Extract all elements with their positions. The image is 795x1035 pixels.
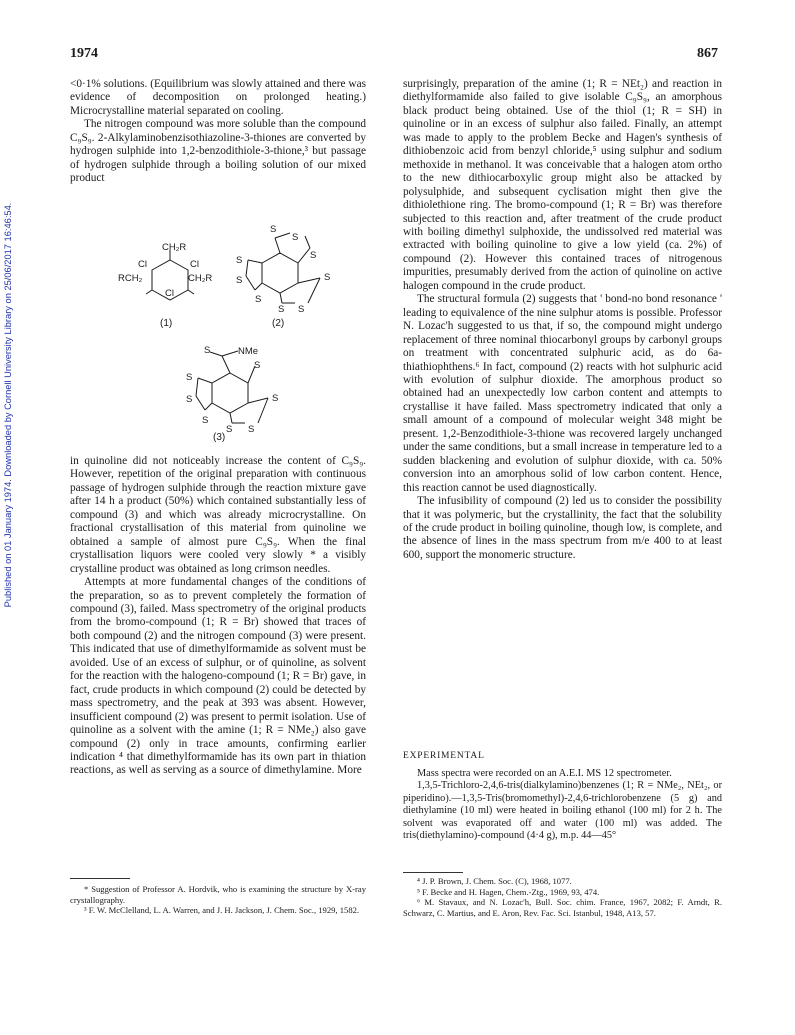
- right-footnote-rule: [403, 872, 463, 873]
- left-column-top: [70, 78, 366, 186]
- c3-atom-s4: S: [186, 394, 193, 405]
- left-footnote-rule: [70, 878, 130, 879]
- figure-label-1: (1): [160, 318, 173, 329]
- c1-cl-right: Cl: [190, 259, 199, 270]
- c3-atom-s3: S: [186, 372, 193, 383]
- left-paragraph-4: Attempts at more fundamental changes of the conditions of the preparation, so as to prevent completely the formation of compound (3), failed. Mass spectrometry of the original products from the bromo-compound (1; R = Br) showed that traces of both compound (2) and the nitrogen compound (3) were present. This indicated that use of dimethylformamide as solvent must be avoided. Use of an excess of sulphur, or of quinoline, as solvent for the reaction with the halogeno-compound (1; R = Br) gave, in fact, crude products in which compound (2) could be detected by mass spectrometry, and the peak at 393 was absent. However, insufficient compound (2) was present to permit isolation. Use of quinoline as a solvent with the amine (1; R = NMe₂) also gave compound (2) only in trace amounts, confirming earlier indication ⁴ that dimethylformamide has its own part in thiation reactions, as well as serving as a source of dimethylamine. More: [70, 576, 366, 777]
- figure-label-3: (3): [213, 432, 226, 443]
- c1-r-left: RCH₂: [118, 273, 143, 284]
- c2-atom-s7: S: [255, 294, 262, 305]
- c3-atom-s7: S: [226, 424, 233, 435]
- c3-atom-s5: S: [272, 393, 279, 404]
- c3-atom-s8: S: [248, 424, 255, 435]
- experimental-paragraph-2: 1,3,5-Trichloro-2,4,6-tris(dialkylamino)benzenes (1; R = NMe₂, NEt₂, or piperidino).—1,3,5-Tris(bromomethyl)-2,4,6-trichlorobenzene (5 g) and diethylamine (10 ml) were heated in boiling ethanol (100 ml) for 2 h. The solvent was evaporated off and water (100 ml) was added. The tris(diethylamino)-compound (4·4 g), m.p. 44—45°: [403, 780, 722, 842]
- c2-atom-s3: S: [310, 250, 317, 261]
- experimental-heading: EXPERIMENTAL: [403, 751, 485, 761]
- left-footnote-2: ³ F. W. McClelland, L. A. Warren, and J. H. Jackson, J. Chem. Soc., 1929, 1582.: [84, 905, 360, 916]
- c1-top-group: CH₂R: [162, 242, 187, 253]
- c3-atom-s2: S: [254, 360, 261, 371]
- c2-atom-s1: S: [270, 224, 277, 235]
- left-paragraph-3: in quinoline did not noticeably increase the content of C₉S₉. However, repetition of the original preparation with continuous passage of hydrogen sulphide through the reaction mixture gave after 14 h a product (50%) which contained substantially less of compound (3) and which was already microcrystalline. On fractional crystallisation of this material from quinoline we obtained a sample of almost pure C₉S₉. When the final crystallisation liquors were cooled very slowly * a visibly crystalline product was obtained as long crimson needles.: [70, 455, 366, 575]
- experimental-text: [403, 768, 722, 842]
- c3-atom-s6: S: [202, 415, 209, 426]
- page-number-right: 867: [697, 46, 718, 61]
- right-paragraph-1: surprisingly, preparation of the amine (1; R = NEt₂) and reaction in diethylformamide also failed to give isolable C₉S₉, an amorphous black product being obtained. Use of the thiol (1; R = SH) in quinoline or in an excess of sulphur also failed. Finally, an attempt was made to apply to the problem Becke and Hagen's synthesis of dithiobenzoic acid from benzyl chloride,⁵ using sulphur and sodium methoxide in methanol. It was conceivable that a halogen atom ortho to the new dithiocarboxylic group might also be attacked by polysulphide, and subsequent cyclisation might then give the dithiolethione ring. The bromo-compound (1; R = Br) was therefore subjected to this reaction and, after treatment of the crude product with boiling dimethyl sulphoxide, the undissolved red material was extracted with boiling quinoline to give a low yield (ca. 2%) of compound (2). However this contained traces of nitrogenous impurities, presumably derived from the action of quinoline on active halogen compound in the crude product.: [403, 78, 722, 292]
- page-number-left: 1974: [70, 46, 98, 61]
- right-paragraph-2: The structural formula (2) suggests that ' bond-no bond resonance ' leading to equivalence of the nine sulphur atoms is possible. Professor N. Lozac'h suggested to us that, if so, the compound might undergo replacement of three nominal thiocarbonyl groups by carbonyl groups on treatment with concentrated sulphuric acid, as do 6a-thiathiophthens.⁶ In fact, compound (2) reacts with hot sulphuric acid with evolution of sulphur dioxide. The amorphous product so obtained had an unexpectedly low carbon content and attempts to crystallise it have failed. Mass spectrometry indicated that only a small amount of a compound of molecular weight 348 might be present. 1,2-Benzodithiole-3-thione was recovered largely unchanged under the same conditions, but a small increase in temperature led to a sudden blackening and evolution of sulphur dioxide, with ca. 50% conversion into an amorphous solid of low carbon content. Hence, this reaction cannot be used diagnostically.: [403, 293, 722, 494]
- right-footnote-1: ⁴ J. P. Brown, J. Chem. Soc. (C), 1968, 1077.: [417, 876, 572, 886]
- c3-atom-s1: S: [204, 345, 211, 356]
- c3-atom-nme: NMe: [238, 346, 259, 357]
- c2-atom-s6: S: [324, 272, 331, 283]
- left-footnotes: [70, 884, 366, 916]
- structure-figure: [110, 218, 380, 448]
- c1-cl-left: Cl: [138, 259, 147, 270]
- experimental-paragraph-1: Mass spectra were recorded on an A.E.I. MS 12 spectrometer.: [417, 768, 672, 779]
- c1-r-right: CH₂R: [188, 273, 213, 284]
- right-footnote-3: ⁶ M. Stavaux, and N. Lozac'h, Bull. Soc. chim. France, 1967, 2082; F. Arndt, R. Schwarz, C. Martius, and E. Aron, Rev. Fac. Sci. Istanbul, 1948, A13, 57.: [403, 897, 722, 918]
- left-paragraph-1: <0·1% solutions. (Equilibrium was slowly attained and there was evidence of decomposition on prolonged heating.) Microcrystalline material separated on cooling.: [70, 78, 366, 117]
- figure-label-2: (2): [272, 318, 285, 329]
- left-column-bottom: [70, 455, 366, 778]
- c2-atom-s4: S: [236, 255, 243, 266]
- c2-atom-s2: S: [292, 232, 299, 243]
- compound-2-structure: [246, 233, 320, 303]
- c2-atom-s9: S: [298, 304, 305, 315]
- c2-atom-s8: S: [278, 304, 285, 315]
- publication-note: Published on 01 January 1974. Downloaded by Cornell University Library on 25/06/2017 16:46:54.: [3, 202, 13, 608]
- c2-atom-s5: S: [236, 275, 243, 286]
- left-footnote-1: * Suggestion of Professor A. Hordvik, who is examining the structure by X-ray crystallography.: [70, 884, 366, 905]
- left-paragraph-2: The nitrogen compound was more soluble than the compound C₉S₉. 2-Alkylaminobenzisothiazoline-3-thiones are converted by hydrogen sulphide into 1,2-benzodithiole-3-thione,³ but passage of hydrogen sulphide through a boiling solution of our mixed product: [70, 118, 366, 185]
- right-footnotes: [403, 876, 722, 918]
- right-footnote-2: ⁵ F. Becke and H. Hagen, Chem.-Ztg., 1969, 93, 474.: [417, 886, 600, 897]
- c1-cl-bottom: Cl: [165, 288, 174, 299]
- right-paragraph-3: The infusibility of compound (2) led us to consider the possibility that it was polymeric, but the crystallinity, the fact that the solubility of the crude product in boiling quinoline, though low, is complete, and the absence of lines in the mass spectrum from m/e 400 to at least 600, support the monomeric structure.: [403, 495, 722, 561]
- right-column: [403, 78, 722, 562]
